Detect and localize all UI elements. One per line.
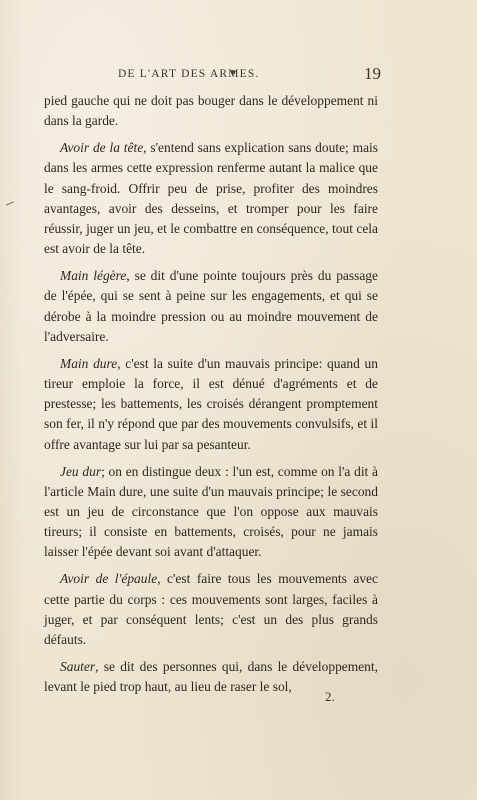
term-heading: Main légère bbox=[60, 268, 127, 284]
term-heading: Jeu dur bbox=[60, 463, 102, 479]
paragraph-text: s'entend sans explication sans doute; mais dans les armes cette expression renferme autant la malice que le sang-froid. Offrir peu de prise, profiter des moindres avantages, avoir des desseins, et tromper pour les faire réussir, juger un jeu, et le combattre en conséquence, tout cela est avoir de la tête. bbox=[44, 140, 378, 257]
paragraph-jeu-dur bbox=[44, 462, 378, 563]
paragraph-main-legere bbox=[44, 266, 378, 347]
term-heading: Avoir de la tête, bbox=[60, 140, 147, 156]
term-heading: Avoir de l'épaule bbox=[60, 571, 158, 587]
body-text bbox=[44, 91, 378, 704]
paragraph-text: ; on en distingue deux : l'un est, comme on l'a dit à l'article Main dure, une suite d'un mauvais principe; le second est un jeu de circonstance que l'on oppose aux mauvais tireurs; il consiste en battements, croisés, pour ne jamais laisser l'épée devant soi avant d'attaquer. bbox=[44, 463, 378, 560]
paragraph-continuation bbox=[44, 91, 378, 131]
page-header bbox=[0, 64, 477, 84]
paragraph-text: , c'est la suite d'un mauvais principe: quand un tireur emploie la force, il est dénué d'agréments et de prestesse; les battements, les croisés dérangent promptement son fer, il n'y répond que par des mouvements convulsifs, et il offre avantage sur lui par sa pesanteur. bbox=[44, 355, 378, 452]
paragraph-avoir-de-la-tete bbox=[44, 138, 378, 259]
paragraph-main-dure bbox=[44, 354, 378, 455]
paragraph-avoir-de-l-epaule bbox=[44, 569, 378, 650]
margin-mark bbox=[6, 201, 14, 205]
running-title: DE L'ART DES ARMES. bbox=[118, 68, 260, 80]
paragraph-text: , se dit d'une pointe toujours près du passage de l'épée, qui se sent à peine sur les engagements, et qui se dérobe à la moindre pression ou au moindre mouvement de l'adversaire. bbox=[44, 268, 378, 344]
term-heading: Main dure bbox=[60, 355, 118, 371]
signature-mark: 2. bbox=[325, 689, 335, 704]
page-number: 19 bbox=[364, 64, 381, 83]
term-heading: Sauter bbox=[60, 659, 96, 675]
paragraph-text: pied gauche qui ne doit pas bouger dans le développement ni dans la garde. bbox=[44, 93, 378, 129]
paragraph-text: , c'est faire tous les mouvements avec cette partie du corps : ces mouvements sont larges, faciles à juger, et par conséquent lents; c'est un des plus grands défauts. bbox=[44, 571, 378, 647]
paragraph-text: , se dit des personnes qui, dans le développement, levant le pied trop haut, au lieu de raser le sol, bbox=[44, 659, 378, 695]
